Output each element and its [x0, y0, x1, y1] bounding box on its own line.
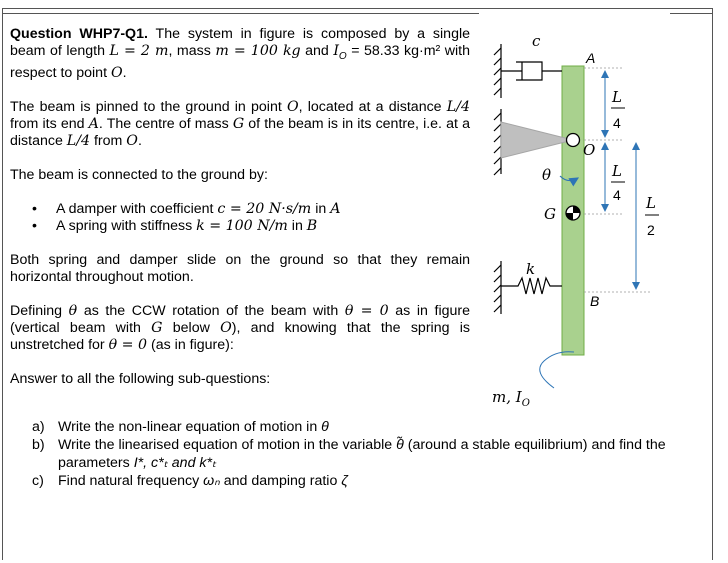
dim-label-L-4-mid	[610, 160, 626, 204]
label-point-A: A	[586, 50, 596, 66]
pin-O	[567, 134, 580, 147]
svg-text:2: 2	[647, 222, 655, 238]
pin-paragraph: The beam is pinned to the ground in point O, located at a distance L/4 from its end A. The centre of mass G of the beam is in its centre, i.e. at a distance L/4 from O.	[10, 98, 470, 149]
ground-hatch-spring	[494, 261, 501, 314]
dim-label-L-2	[643, 192, 659, 240]
svg-text:L: L	[612, 162, 622, 180]
label-G: G	[544, 205, 556, 223]
mass-callout-line	[540, 352, 574, 388]
spring	[501, 278, 562, 294]
svg-text:4: 4	[613, 187, 621, 203]
centre-of-mass-symbol	[566, 206, 580, 220]
ground-hatch-damper	[494, 44, 501, 98]
connection-list	[10, 201, 470, 235]
damper-item: • A damper with coefficient c = 20 N·s/m in A	[32, 201, 470, 218]
ground-hatch-pin	[494, 109, 501, 175]
subquestion-b: b) Write the linearised equation of motion in the variable θ̃ (around a stable equilibrium) and find the parameters I*, c*ₜ and k*ₜ	[32, 437, 666, 471]
subquestion-list	[32, 418, 712, 490]
label-spring-k: k	[526, 260, 536, 278]
connection-intro: The beam is connected to the ground by:	[10, 166, 268, 183]
definition-paragraph: Defining θ as the CCW rotation of the beam with θ = 0 as in figure (vertical beam with G below O), and knowing that the spring is unstretched for θ = 0 (as in figure):	[10, 302, 471, 353]
question-id: Question WHP7-Q1.	[10, 26, 148, 42]
label-point-O: O	[583, 141, 596, 159]
svg-text:4: 4	[613, 115, 621, 131]
label-point-B: B	[590, 293, 600, 309]
damper	[501, 62, 562, 80]
subquestion-c: c) Find natural frequency ωₙ and damping ratio ζ	[32, 473, 348, 489]
spring-item: • A spring with stiffness k = 100 N/m in B	[32, 218, 470, 235]
top-divider	[3, 13, 479, 14]
svg-text:L: L	[612, 88, 622, 106]
question-text	[10, 26, 470, 388]
beam-figure	[484, 16, 674, 416]
label-mass-inertia: m, $I_O$	[492, 388, 530, 409]
top-divider-right	[670, 13, 712, 14]
subquestion-a: a) Write the non-linear equation of motion in θ	[32, 419, 329, 435]
answer-instruction: Answer to all the following sub-questions:	[10, 370, 271, 387]
intro-paragraph: Question WHP7-Q1. The system in figure is composed by a single beam of length L = 2 m, mass m = 100 kg and $I_O = 58.33$ kg·m² with respect to point O.	[10, 26, 470, 81]
label-damper-c: c	[532, 32, 541, 50]
label-theta: θ	[542, 166, 552, 184]
svg-text:L: L	[646, 194, 656, 212]
sliding-paragraph: Both spring and damper slide on the ground so that they remain horizontal throughout motion.	[10, 251, 470, 285]
dim-label-L-4-top	[610, 88, 626, 132]
